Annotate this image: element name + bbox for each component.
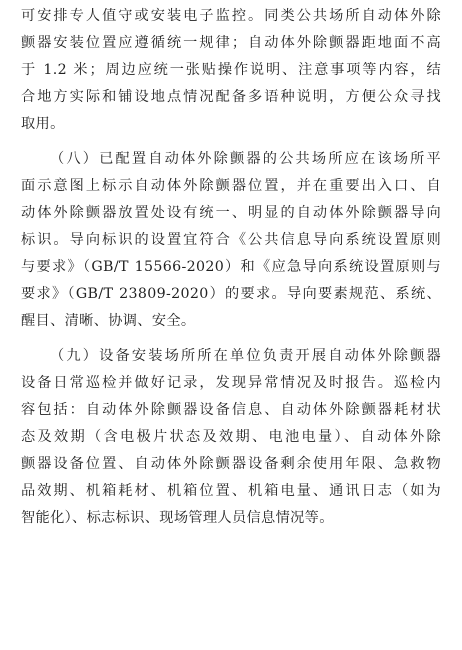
paragraph-1-line-5: 取用。 [21,116,65,132]
paragraph-2-line-1: （八）已配置自动体外除颤器的公共场所应在该场所平 [50,151,441,167]
paragraph-3-line-2: 设备日常巡检并做好记录，发现异常情况及时报告。巡检内 [21,375,441,391]
paragraph-2-line-3: 动体外除颤器放置处设有统一、明显的自动体外除颤器导向 [21,205,441,221]
paragraph-3-line-7: 智能化）、标志标识、现场管理人员信息情况等。 [21,510,334,526]
paragraph-2-line-4: 标识。导向标识的设置宜符合《公共信息导向系统设置原则 [21,232,441,248]
paragraph-2-line-7: 醒目、清晰、协调、安全。 [21,313,196,329]
paragraph-3-line-5: 颤器设备位置、自动体外除颤器设备剩余使用年限、急救物 [21,456,441,472]
paragraph-3-line-6: 品效期、机箱耗材、机箱位置、机箱电量、通讯日志（如为 [21,483,441,499]
paragraph-3-line-3: 容包括：自动体外除颤器设备信息、自动体外除颤器耗材状 [21,402,441,418]
paragraph-1-line-1: 可安排专人值守或安装电子监控。同类公共场所自动体外除 [21,8,441,24]
paragraph-3-line-4: 态及效期（含电极片状态及效期、电池电量）、自动体外除 [21,429,441,445]
paragraph-3-line-1: （九）设备安装场所所在单位负责开展自动体外除颤器 [50,348,441,364]
paragraph-2-line-5: 与要求》（GB/T 15566-2020）和《应急导向系统设置原则与 [21,259,441,275]
paragraph-1-line-4: 合地方实际和铺设地点情况配备多语种说明，方便公众寻找 [21,89,441,105]
paragraph-2-line-2: 面示意图上标示自动体外除颤器位置，并在重要出入口、自 [21,178,441,194]
paragraph-2-line-6: 要求》（GB/T 23809-2020）的要求。导向要素规范、系统、 [21,286,441,302]
paragraph-1-line-2: 颤器安装位置应遵循统一规律；自动体外除颤器距地面不高 [21,35,441,51]
paragraph-1-line-3: 于 1.2 米；周边应统一张贴操作说明、注意事项等内容，结 [21,62,441,78]
